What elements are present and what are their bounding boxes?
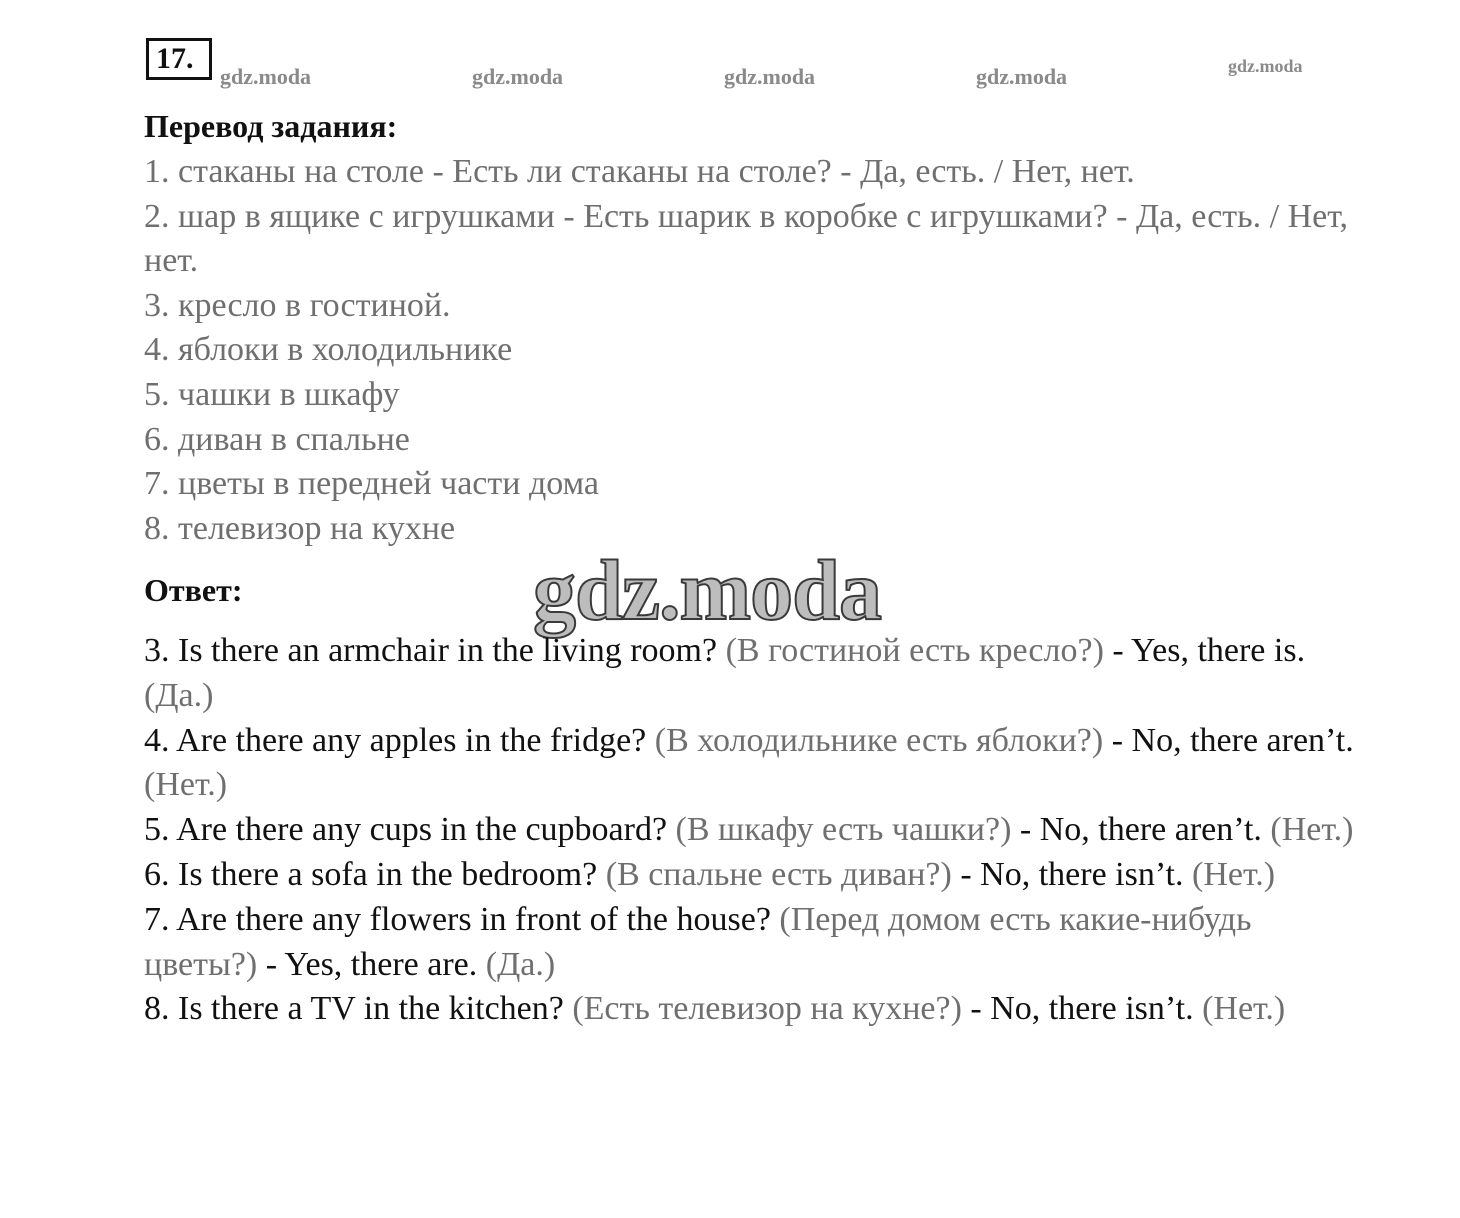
answer-item [144,719,1359,809]
answer-reply: - No, there isn’t. [970,990,1194,1028]
answer-question-translation: (Есть телевизор на кухне?) [572,990,962,1028]
answer-item [144,808,1359,853]
task-number: 17. [146,38,212,80]
watermark: gdz.moda [472,64,564,89]
answers-list [144,629,1359,1032]
answer-question-translation: (В холодильнике есть яблоки?) [654,721,1104,759]
translation-line: 3. кресло в гостиной. [144,286,451,324]
translation-line: 1. стаканы на столе - Есть ли стаканы на столе? - Да, есть. / Нет, нет. [144,153,1135,190]
answer-item [144,629,1359,719]
translation-line: 8. телевизор на кухне [144,509,456,547]
translation-line: 7. цветы в передней части дома [144,465,599,503]
answer-reply: - Yes, there is. [1112,632,1306,669]
answer-question: 5. Are there any cups in the cupboard? [144,811,668,849]
answer-question: 3. Is there an armchair in the living room? [144,632,718,669]
answer-heading: Ответ: [144,572,243,608]
answer-question-translation: (В спальне есть диван?) [605,855,952,893]
answer-reply: - Yes, there are. [265,945,478,983]
answer-reply: - No, there aren’t. [1111,721,1354,759]
watermark: gdz.moda [724,64,816,89]
translation-line: 6. диван в спальне [144,420,410,458]
answer-reply: - No, there aren’t. [1019,811,1262,849]
answer-reply-translation: (Нет.) [1192,855,1276,893]
translation-line: 4. яблоки в холодильнике [144,331,513,369]
translation-heading: Перевод задания: [144,108,398,144]
answer-reply-translation: (Нет.) [1202,990,1286,1028]
watermark: gdz.moda [976,64,1068,89]
answer-question: 6. Is there a sofa in the bedroom? [144,855,598,893]
translation-line: 2. шар в ящике с игрушками - Есть шарик в коробке с игрушками? - Да, есть. / Нет, нет. [144,197,1349,280]
answer-question-translation: (В гостиной есть кресло?) [725,632,1104,669]
big-watermark: gdz.moda [533,542,881,638]
answer-item [144,898,1359,988]
answer-question: 7. Are there any flowers in front of the house? [144,900,771,938]
answer-question: 8. Is there a TV in the kitchen? [144,990,564,1028]
answer-reply-translation: (Да.) [144,676,214,714]
answer-question-translation: (В шкафу есть чашки?) [675,811,1012,849]
answer-reply-translation: (Да.) [485,945,556,983]
answer-question-translation: (Перед домом есть какие-нибудь цветы?) [144,900,1252,983]
watermark: gdz.moda [1228,56,1303,76]
answer-item [144,853,1359,898]
translation-list [144,150,1354,551]
answer-item [144,987,1359,1032]
answer-reply-translation: (Нет.) [144,766,228,804]
translation-line: 5. чашки в шкафу [144,375,400,413]
answer-question: 4. Are there any apples in the fridge? [144,721,647,759]
answer-reply-translation: (Нет.) [1270,811,1354,849]
watermark: gdz.moda [220,64,312,89]
answer-reply: - No, there isn’t. [960,855,1184,893]
